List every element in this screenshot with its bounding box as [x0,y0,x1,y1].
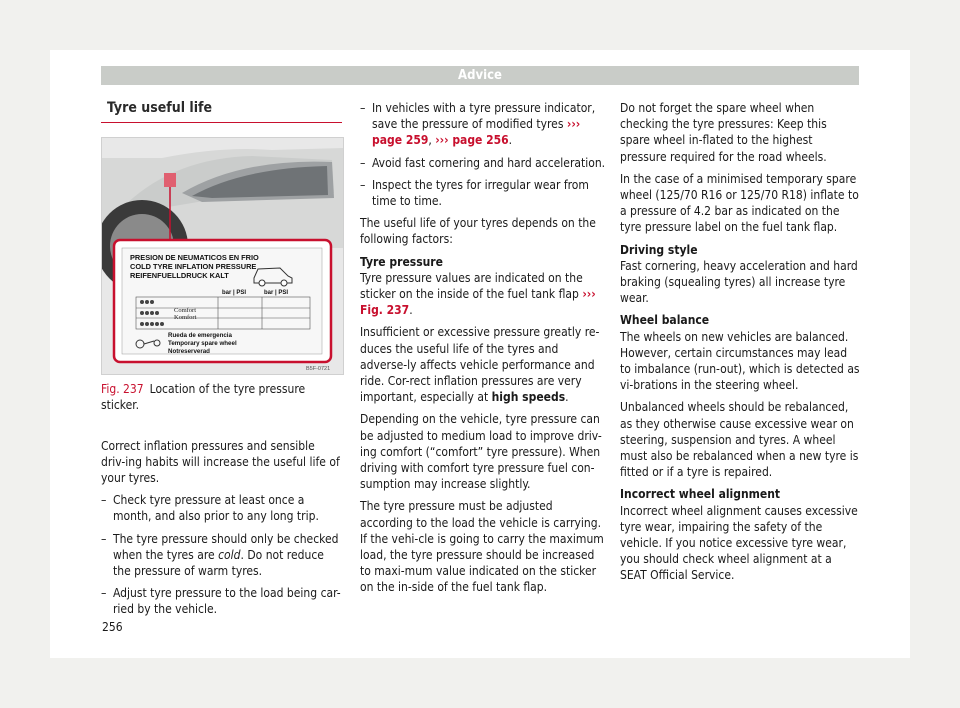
list-item: – Check tyre pressure at least once a month, and also prior to any long trip. [101,492,342,524]
list-item: – In vehicles with a tyre pressure indicator, save the pressure of modified tyres ››› page 259, ››› page 256. [360,100,608,149]
spare-line-3: Notreserverad [168,348,210,356]
section-header: Advice [101,66,859,85]
unit-col1: bar | PSI [222,290,247,297]
list-item: – Adjust tyre pressure to the load being car-ried by the vehicle. [101,585,342,617]
link-fig-237[interactable]: ››› Fig. 237 [360,287,596,318]
paragraph: Insufficient or excessive pressure greatly re-duces the useful life of the tyres and adverse-ly affects vehicle performance and ride. Cor-rect inflation pressures are very important, especially at high speeds. [360,325,600,405]
paragraph: The wheels on new vehicles are balanced. However, certain circumstances may lead to imbalance (run-out), which is detected as vi-brations in the steering wheel. [620,329,860,393]
sticker-line-1: PRESION DE NEUMATICOS EN FRIO [130,253,259,263]
comfort-label-1: Comfort [174,307,197,315]
column-left [101,100,342,624]
subheading-tyre-pressure: Tyre pressure [360,254,443,269]
comfort-label-2: Komfort [174,314,197,322]
car-sticker-illustration [102,138,343,374]
paragraph: The useful life of your tyres depends on the following factors: [360,216,596,247]
section-title: Tyre useful life [101,100,342,123]
paragraph: Do not forget the spare wheel when checking the tyre pressures: Keep this spare wheel in-flated to the highest pressure required for the road wheels. [620,101,827,164]
page-number: 256 [102,620,123,634]
figure-label: Fig. 237 [101,382,144,397]
column-middle [360,100,608,602]
paragraph: Incorrect wheel alignment causes excessive tyre wear, impairing the safety of the vehicle. If you notice excessive tyre wear, you should check wheel alignment at a SEAT Official Service. [620,503,858,583]
subheading-driving-style: Driving style [620,242,698,257]
link-page-256[interactable]: ››› page 256 [435,133,509,148]
unit-col2: bar | PSI [264,290,289,297]
paragraph: Unbalanced wheels should be rebalanced, as they otherwise cause excessive wear on steering, suspension and tyres. A wheel must also be rebalanced when a new tyre is fitted or if a tyre is repaired. [620,400,859,480]
link-page-259[interactable]: ››› page 259 [372,117,581,148]
paragraph: Depending on the vehicle, tyre pressure can be adjusted to medium load to improve driv-ing comfort (“comfort” tyre pressure). When driving with comfort tyre pressure fuel con-sumption may increase slightly. [360,412,602,492]
column-right [620,100,860,590]
list-item: – Inspect the tyres for irregular wear from time to time. [360,177,608,209]
paragraph: The tyre pressure must be adjusted according to the load the vehicle is carrying. If the vehi-cle is going to carry the maximum load, the tyre pressure should be increased to maxi-mum value indicated on the sticker on the in-side of the fuel tank flap. [360,499,604,595]
sticker-line-2: COLD TYRE INFLATION PRESSURE [130,262,257,272]
spare-line-1: Rueda de emergencia [168,332,232,340]
figure-caption-text: Location of the tyre pressure sticker. [101,382,306,413]
subheading-wheel-alignment: Incorrect wheel alignment [620,487,781,502]
subheading-wheel-balance: Wheel balance [620,313,710,328]
list-item: – Avoid fast cornering and hard acceleration. [360,155,608,171]
list-item: – The tyre pressure should only be checked when the tyres are cold. Do not reduce the pressure of warm tyres. [101,531,342,580]
figure-caption [101,381,342,413]
paragraph: In the case of a minimised temporary spare wheel (125/70 R16 or 125/70 R18) inflate to a pressure of 4.2 bar as indicated on the tyre pressure label on the fuel tank flap. [620,171,859,235]
figure-tyre-sticker [101,137,344,375]
spare-line-2: Temporary spare wheel [168,340,237,348]
paragraph: Tyre pressure values are indicated on the sticker on the inside of the fuel tank flap ››› Fig. 237. [360,270,596,318]
figure-code: B5F-0721 [306,366,331,373]
intro-paragraph: Correct inflation pressures and sensible driv-ing habits will increase the useful life of your tyres. [101,438,340,486]
sticker-line-3: REIFENFUELLDRUCK KALT [130,271,229,281]
paragraph: Fast cornering, heavy acceleration and hard braking (squealing tyres) all increase tyre wear. [620,258,858,306]
